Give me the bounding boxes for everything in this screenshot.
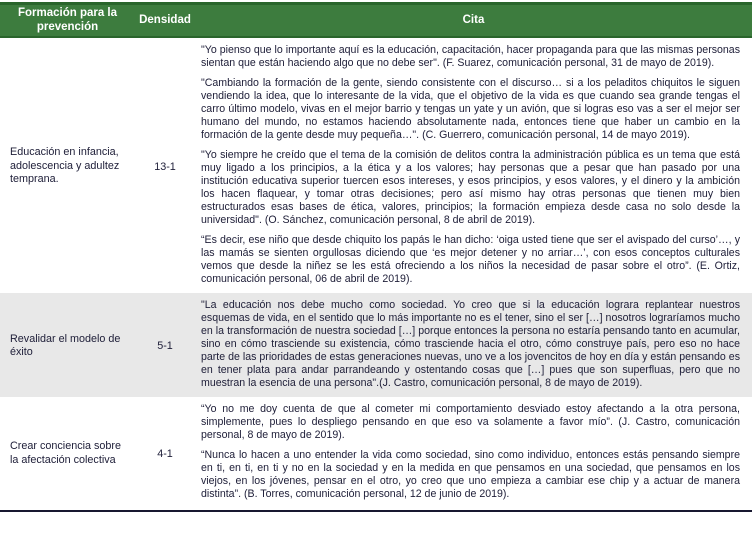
quote-paragraph: “Nunca lo hacen a uno entender la vida como sociedad, sino como individuo, entonces estás pensando siempre en ti, en ti, en ti y no en la sociedad y en la medida en que pensamos en una sociedad, que pensamos en los viejos, en los jóvenes, pensar en el otro, yo creo que uno empieza a cambiar ese chip y a actuar de manera distinta”. (B. Torres, comunicación personal, 12 de junio de 2019). (201, 449, 740, 501)
header-densidad: Densidad (139, 13, 191, 26)
density-value: 4-1 (157, 447, 173, 460)
table-body (0, 38, 752, 508)
quote-paragraph: "Cambiando la formación de la gente, siendo consistente con el discurso… si a los peladitos chiquitos le siguen vendiendo la idea, que lo interesante de la vida, que el objetivo de la vida es que cuando sea grande tengas el carro último modelo, vivas en el mejor barrio y tengas un yate y un avión, que si logras eso vas a ser el mejor ser humano del mundo, no estamos haciendo absolutamente nada, entonces tiene que haber un cambio en la formación de la gente desde muy pequeña…". (C. Guerrero, comunicación personal, 14 de mayo 2019). (201, 77, 740, 142)
category-cell (0, 297, 135, 395)
category-label: Crear conciencia sobre la afectación colectiva (10, 440, 122, 466)
table-header-row (0, 2, 752, 38)
quote-paragraph: "Yo pienso que lo importante aquí es la educación, capacitación, hacer propaganda para que las mismas personas sientan que están haciendo algo que no debe ser". (F. Suarez, comunicación personal, 31 de mayo de 2019). (201, 44, 740, 70)
table-bottom-rule (0, 510, 752, 512)
quotes-cell (195, 401, 752, 506)
table-row (0, 397, 752, 508)
header-formacion: Formación para la prevención (17, 7, 118, 33)
quotes-cell (195, 297, 752, 395)
category-label: Educación en infancia, adolescencia y adultez temprana. (10, 146, 120, 186)
header-cita: Cita (462, 13, 485, 26)
table-row (0, 38, 752, 293)
density-cell (135, 401, 195, 506)
density-cell (135, 297, 195, 395)
quote-paragraph: "La educación nos debe mucho como sociedad. Yo creo que si la educación lograra replantear nuestros esquemas de vida, en el sentido que lo más importante no es el tener, sino el ser […] nosotros lograríamos mucho en la transformación de nuestra sociedad […] porque entonces la persona no estaría pensando tanto en acumular, sino en cómo trasciende su existencia, cómo trasciende hacia el otro, cómo construye país, pero eso no hace parte de las prioridades de estas generaciones nuevas, uno ve a los jovencitos de hoy en día y están pensando es en tener plata para andar parrandeando y ostentando cosas que […] pues que son superfluas, pero que no muestran la esencia de una persona".(J. Castro, comunicación personal, 8 de mayo de 2019). (201, 299, 740, 390)
quote-paragraph: “Yo no me doy cuenta de que al cometer mi comportamiento desviado estoy afectando a la otra persona, simplemente, pues lo despliego pensando en que eso va solamente a favor mío”. (J. Castro, comunicación personal, 8 de mayo de 2019). (201, 403, 740, 442)
category-label: Revalidar el modelo de éxito (10, 332, 121, 359)
category-cell (0, 401, 135, 506)
density-value: 5-1 (157, 340, 173, 353)
quote-paragraph: "Yo siempre he creído que el tema de la comisión de delitos contra la administración pública es un tema que está muy ligado a los principios, a la ética y a los valores; hay personas que a pesar que han pasado por una institución educativa superior tuercen esos intereses, y esos principios, y esos valores, y el dinero y la ambición los hacen flaquear, y tomar otras decisiones; pero así mismo hay otras personas que tienen muy bien estructurados esas bases de ética, valores, principios; la formación empieza desde casa no solo desde la universidad". (O. Sánchez, comunicación personal, 8 de abril de 2019). (201, 149, 740, 227)
table-row (0, 293, 752, 397)
category-cell (0, 42, 135, 291)
density-cell (135, 42, 195, 291)
density-value: 13-1 (154, 160, 176, 173)
quotes-cell (195, 42, 752, 291)
quote-paragraph: “Es decir, ese niño que desde chiquito los papás le han dicho: ‘oiga usted tiene que ser el avispado del curso’…, y las mamás se sienten orgullosas diciendo que ‘es mejor detener y no arriar…’, con esos conceptos culturales vemos que desde la niñez se les está ofreciendo a los niños la necesidad de pasar sobre el otro”. (E. Ortiz, comunicación personal, 06 de abril de 2019). (201, 234, 740, 286)
